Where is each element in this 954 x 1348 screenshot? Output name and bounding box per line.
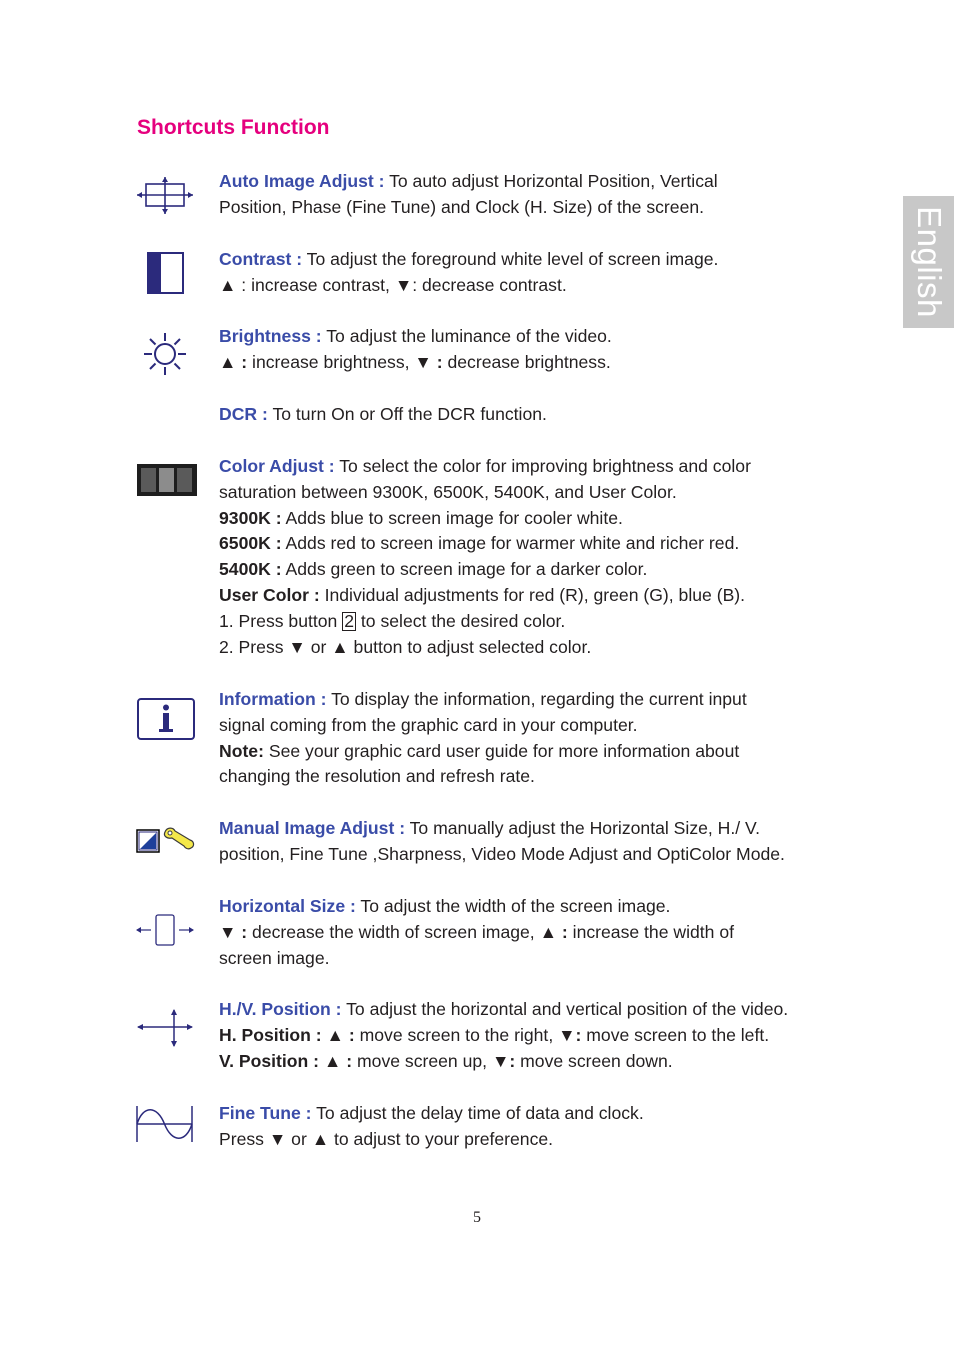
fine-tune-line-2: Press ▼ or ▲ to adjust to your preference.	[219, 1128, 554, 1149]
horizontal-size-line-2	[219, 920, 839, 946]
manual-image-desc: To manually adjust the Horizontal Size, H./ V.	[405, 818, 761, 838]
color-user-line	[219, 583, 839, 609]
auto-image-line-1	[219, 169, 839, 195]
dcr-line-1	[219, 402, 839, 428]
information-title: Information :	[219, 689, 327, 709]
brightness-line-1	[219, 324, 839, 350]
language-tab	[903, 196, 954, 328]
color-6500k-text: Adds red to screen image for warmer white and richer red.	[281, 533, 740, 554]
auto-image-icon	[136, 176, 194, 216]
color-9300k-text: Adds blue to screen image for cooler white.	[281, 507, 623, 528]
hv-position-section	[219, 997, 839, 1074]
v-position-up-key: ▲ :	[319, 1050, 353, 1071]
horizontal-size-down-key: ▼ :	[219, 921, 248, 942]
horizontal-size-increase: increase the width of	[567, 921, 735, 942]
manual-image-line-1	[219, 816, 839, 842]
fine-tune-section	[219, 1101, 839, 1153]
auto-image-line-2: Position, Phase (Fine Tune) and Clock (H. Size) of the screen.	[219, 196, 705, 217]
manual-image-line-2: position, Fine Tune ,Sharpness, Video Mode Adjust and OptiColor Mode.	[219, 843, 785, 864]
brightness-section	[219, 324, 839, 376]
brightness-down-key: ▼ :	[414, 351, 443, 372]
fine-tune-desc: To adjust the delay time of data and clock.	[311, 1103, 644, 1123]
color-6500k-line	[219, 531, 839, 557]
fine-tune-icon	[135, 1104, 195, 1144]
v-position-label: V. Position :	[219, 1050, 320, 1071]
brightness-line-2	[219, 350, 839, 376]
color-user-text: Individual adjustments for red (R), green (G), blue (B).	[319, 584, 746, 605]
color-adjust-icon	[137, 464, 197, 496]
color-9300k-line	[219, 506, 839, 532]
horizontal-size-title: Horizontal Size :	[219, 896, 356, 916]
color-6500k-label: 6500K :	[219, 533, 282, 554]
information-icon	[137, 698, 195, 740]
brightness-decrease-text: decrease brightness.	[442, 351, 611, 372]
information-section	[219, 687, 839, 790]
horizontal-size-icon	[135, 913, 195, 947]
color-step-1	[219, 609, 839, 635]
hv-position-line-1	[219, 997, 839, 1023]
fine-tune-line-1	[219, 1101, 839, 1127]
v-position-down-key: ▼:	[491, 1050, 516, 1071]
color-step-1-b: to select the desired color.	[356, 610, 566, 631]
h-position-left-text: move screen to the left.	[581, 1024, 770, 1045]
contrast-desc: To adjust the foreground white level of screen image.	[302, 249, 719, 269]
color-step-1-a: 1. Press button	[219, 610, 343, 631]
fine-tune-title: Fine Tune :	[219, 1103, 312, 1123]
contrast-icon	[147, 252, 184, 294]
h-position-down-key: ▼:	[558, 1024, 582, 1045]
horizontal-size-line-1	[219, 894, 839, 920]
color-step-2: 2. Press ▼ or ▲ button to adjust selected color.	[219, 636, 592, 657]
contrast-section	[219, 247, 839, 299]
hv-position-title: H./V. Position :	[219, 999, 342, 1019]
color-adjust-line-2: saturation between 9300K, 6500K, 5400K, and User Color.	[219, 481, 677, 502]
information-desc: To display the information, regarding the current input	[326, 689, 747, 709]
horizontal-size-desc: To adjust the width of the screen image.	[355, 896, 671, 916]
color-adjust-section	[219, 454, 839, 660]
page-number: 5	[473, 1209, 481, 1226]
color-user-label: User Color :	[219, 584, 320, 605]
brightness-increase-text: increase brightness,	[247, 351, 415, 372]
color-adjust-desc: To select the color for improving brightness and color	[334, 456, 751, 476]
auto-image-section	[219, 169, 839, 221]
manual-image-section	[219, 816, 839, 868]
v-position-line	[219, 1049, 839, 1075]
h-position-right-text: move screen to the right,	[354, 1024, 559, 1045]
information-note-line	[219, 739, 839, 765]
information-note-label: Note:	[219, 740, 264, 761]
contrast-line-1	[219, 247, 839, 273]
v-position-down-text: move screen down.	[515, 1050, 673, 1071]
horizontal-size-section	[219, 894, 839, 971]
page-heading: Shortcuts Function	[137, 116, 330, 139]
manual-image-icon	[136, 829, 160, 853]
information-line-4: changing the resolution and refresh rate.	[219, 766, 535, 787]
horizontal-size-up-key: ▲ :	[539, 921, 568, 942]
v-position-up-text: move screen up,	[352, 1050, 492, 1071]
wrench-icon	[163, 826, 195, 852]
manual-image-title: Manual Image Adjust :	[219, 818, 406, 838]
dcr-desc: To turn On or Off the DCR function.	[267, 404, 547, 424]
language-tab-label: English	[910, 206, 948, 318]
information-line-1	[219, 687, 839, 713]
auto-image-desc: To auto adjust Horizontal Position, Vertical	[384, 171, 718, 191]
color-5400k-line	[219, 557, 839, 583]
color-9300k-label: 9300K :	[219, 507, 282, 528]
color-adjust-title: Color Adjust :	[219, 456, 335, 476]
color-adjust-line-1	[219, 454, 839, 480]
brightness-desc: To adjust the luminance of the video.	[321, 326, 612, 346]
button-2-key: 2	[344, 610, 355, 631]
color-5400k-text: Adds green to screen image for a darker color.	[281, 559, 648, 580]
dcr-section	[219, 402, 839, 428]
brightness-up-key: ▲ :	[219, 351, 248, 372]
brightness-icon	[143, 332, 187, 376]
h-position-line	[219, 1023, 839, 1049]
horizontal-size-line-3: screen image.	[219, 947, 330, 968]
brightness-title: Brightness :	[219, 326, 322, 346]
horizontal-size-decrease: decrease the width of screen image,	[247, 921, 540, 942]
dcr-title: DCR :	[219, 404, 268, 424]
contrast-title: Contrast :	[219, 249, 303, 269]
contrast-line-2: ▲ : increase contrast, ▼: decrease contrast.	[219, 274, 567, 295]
information-line-2: signal coming from the graphic card in your computer.	[219, 714, 638, 735]
position-icon	[136, 1008, 194, 1048]
color-5400k-label: 5400K :	[219, 559, 282, 580]
h-position-label: H. Position :	[219, 1024, 322, 1045]
h-position-up-key: ▲ :	[321, 1024, 355, 1045]
auto-image-title: Auto Image Adjust :	[219, 171, 385, 191]
hv-position-desc: To adjust the horizontal and vertical position of the video.	[341, 999, 789, 1019]
information-note-text: See your graphic card user guide for more information about	[263, 740, 740, 761]
